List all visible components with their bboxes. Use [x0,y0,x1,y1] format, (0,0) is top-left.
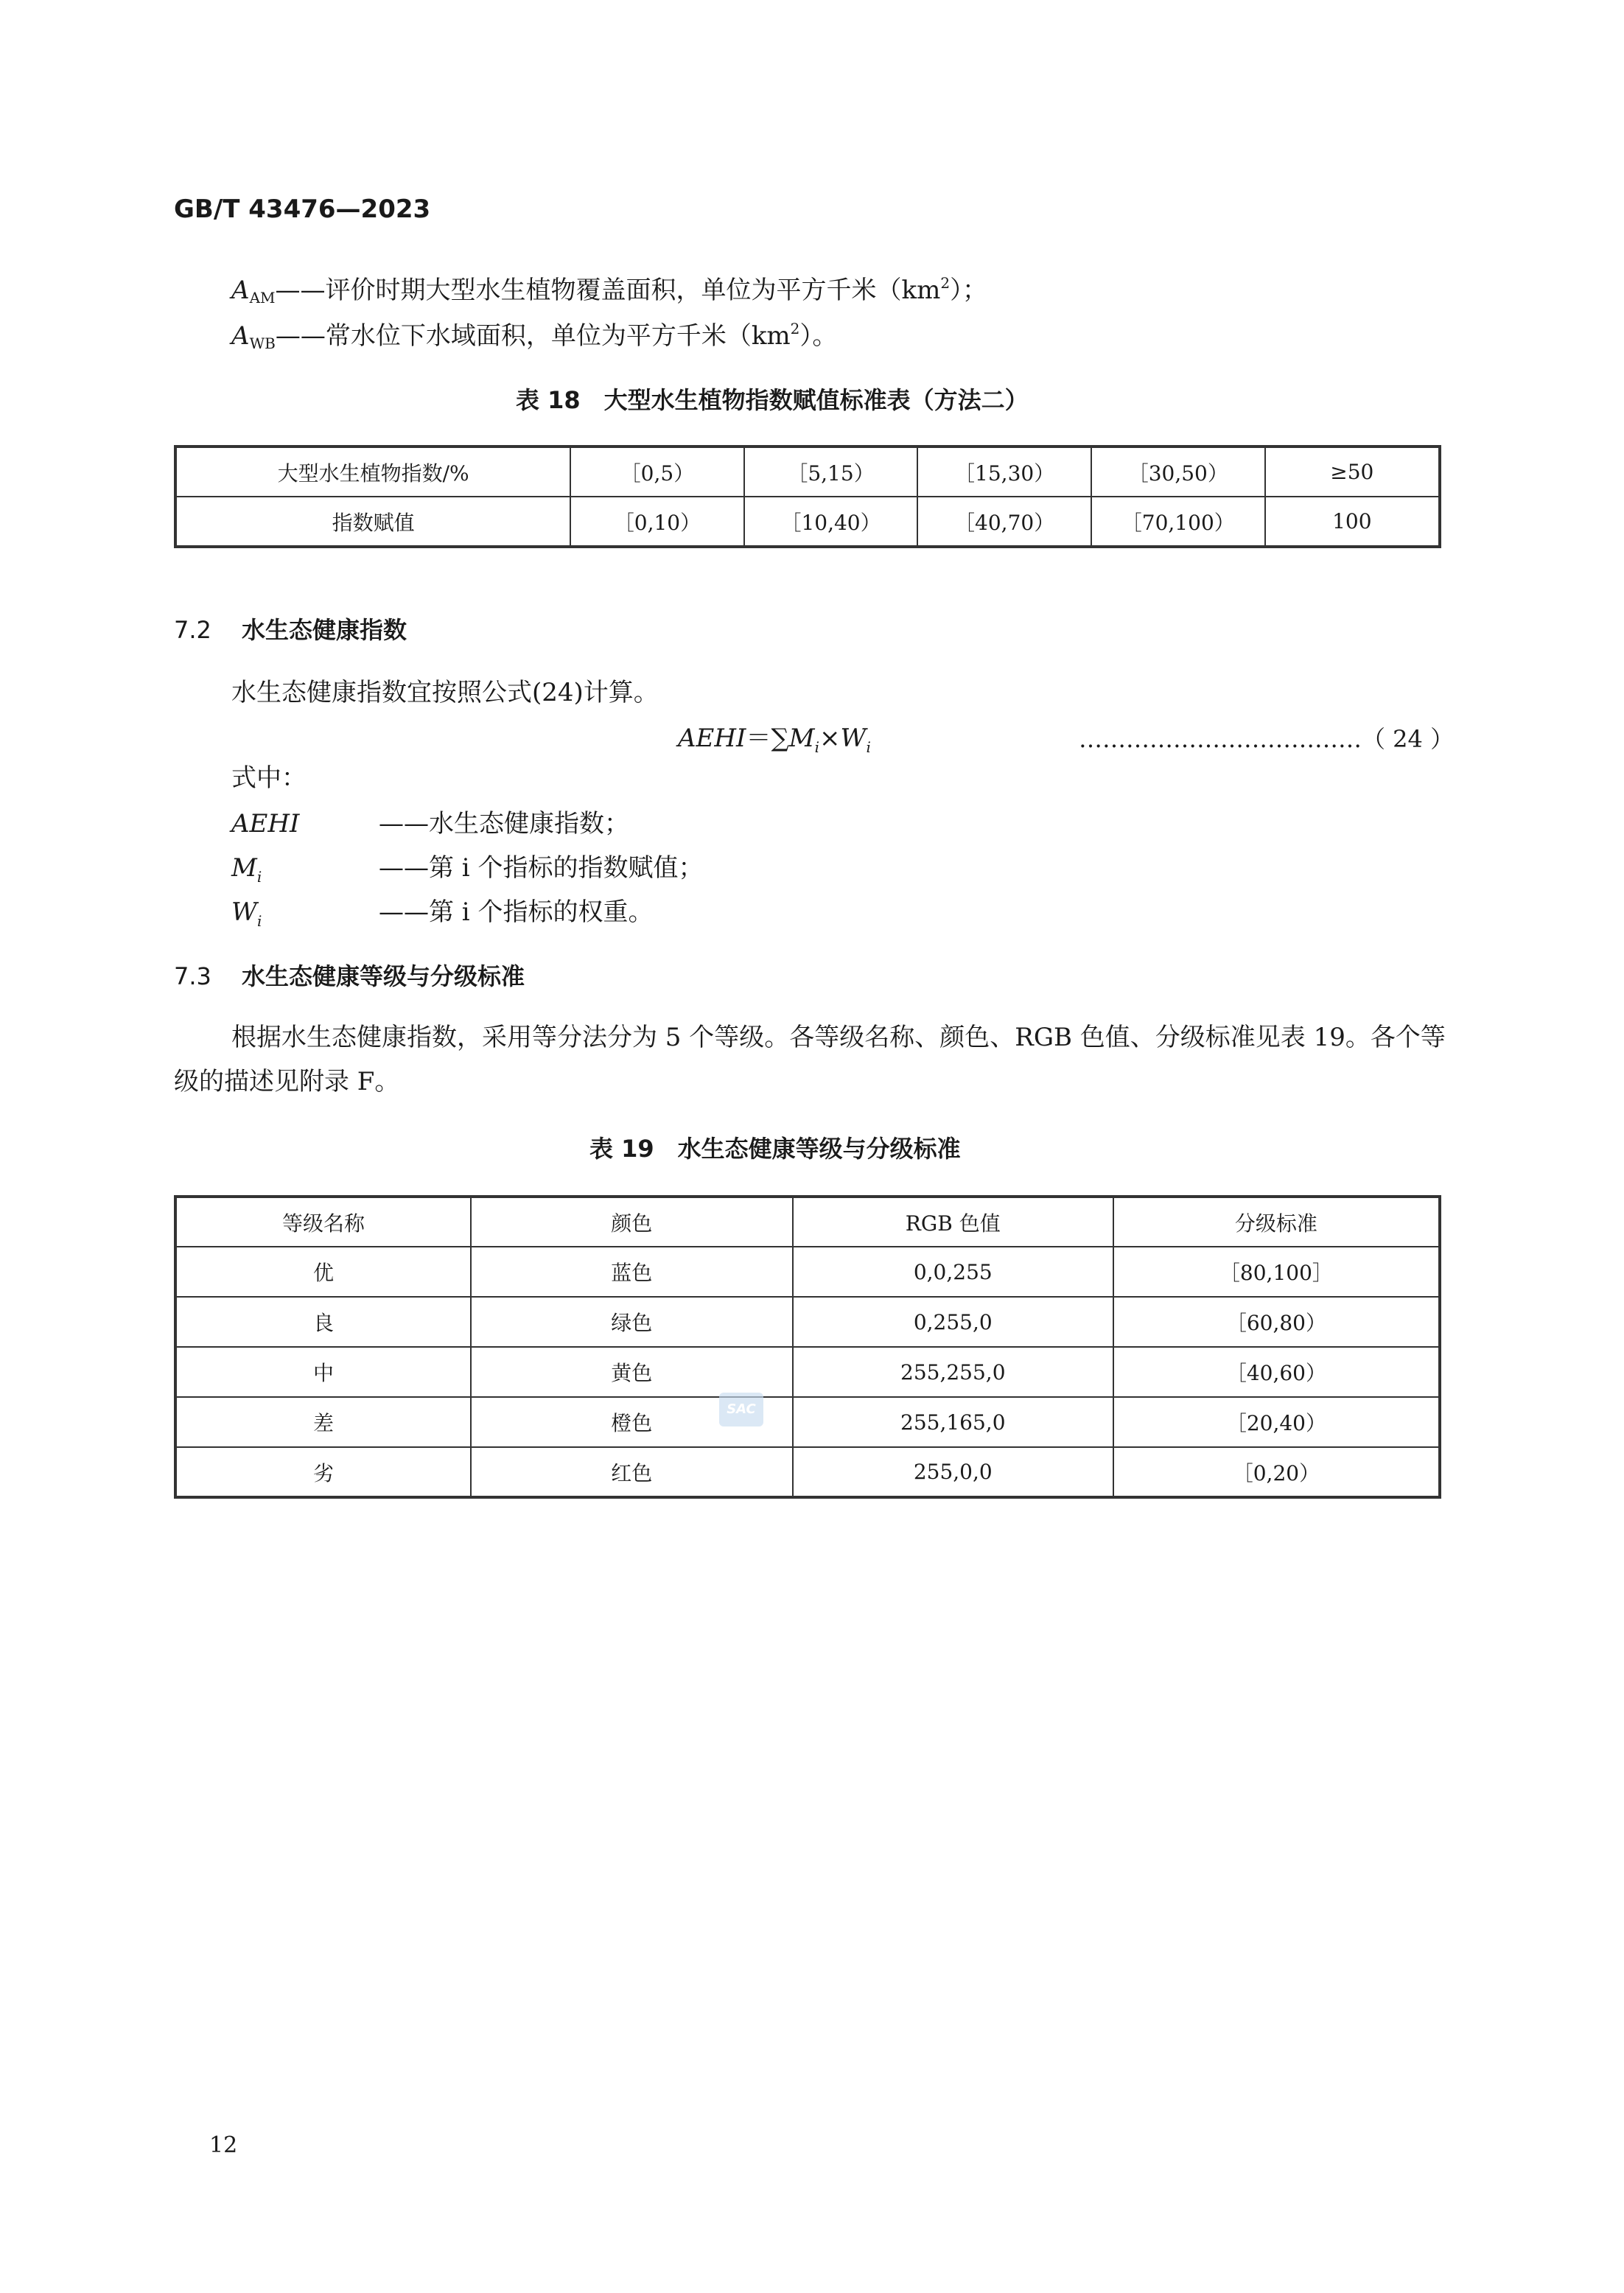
table-18 [174,445,1441,548]
table-cell: 绿色 [471,1297,793,1347]
table-cell: 指数赋值 [175,497,570,547]
formula-m: M [788,724,815,753]
definition-a-wb [231,315,837,352]
table-cell: 255,255,0 [793,1347,1113,1397]
formula-24 [678,718,871,756]
definition-symbol [231,809,379,839]
formula-w: W [840,724,867,753]
table-cell: 0,0,255 [793,1247,1113,1297]
definition-end: ）。 [799,321,838,351]
equation-number: ………………………………（ 24 ） [1079,725,1455,753]
definition-text: ——第 i 个指标的指数赋值； [379,853,704,883]
table-cell: 黄色 [471,1347,793,1397]
formula-lhs: AEHI [678,724,746,753]
section-7-2-intro: 水生态健康指数宜按照公式(24)计算。 [231,678,659,707]
symbol-a: A [231,276,250,305]
formula-eq-sum: ＝∑ [746,724,789,753]
symbol-text: W [231,897,257,927]
table-cell: 差 [175,1397,471,1447]
superscript: 2 [940,274,951,292]
table-19 [174,1195,1441,1499]
table-row [175,497,1440,547]
section-number: 7.2 [174,616,211,644]
section-title: 水生态健康等级与分级标准 [242,962,525,990]
table-cell: ［15,30） [917,447,1091,497]
table-cell: ［70,100） [1091,497,1265,547]
where-label: 式中： [231,763,307,793]
subscript-wb: WB [249,335,276,352]
table-cell: ［5,15） [744,447,918,497]
table-cell: ［80,100］ [1113,1247,1440,1297]
table-row [175,1247,1440,1297]
definition-symbol [231,897,379,930]
definition-text: ——评价时期大型水生植物覆盖面积，单位为平方千米（km [275,276,941,305]
table-row [175,447,1440,497]
table-cell: ［0,5） [570,447,744,497]
table-cell: 良 [175,1297,471,1347]
table-row [175,1347,1440,1397]
table-cell: ［60,80） [1113,1297,1440,1347]
table-cell: 大型水生植物指数/% [175,447,570,497]
section-7-2-heading [174,612,407,645]
standard-code: GB/T 43476—2023 [174,195,431,224]
table-cell: 红色 [471,1447,793,1497]
table-19-title: 表 19 水生态健康等级与分级标准 [589,1135,961,1163]
column-header: 分级标准 [1113,1197,1440,1247]
table-row [175,1447,1440,1497]
formula-times: × [819,724,841,753]
table-cell: ［40,60） [1113,1347,1440,1397]
table-cell: 橙色 [471,1397,793,1447]
subscript-am: AM [249,289,276,307]
section-number: 7.3 [174,962,211,990]
table-cell: 优 [175,1247,471,1297]
table-row [175,1297,1440,1347]
formula-sub-i: i [814,738,819,756]
section-7-3-paragraph: 根据水生态健康指数，采用等分法分为 5 个等级。各等级名称、颜色、RGB 色值、分级标准见表 19。各个等级的描述见附录 F。 [174,1023,1446,1096]
definition-mi [231,847,704,886]
table-cell: ［30,50） [1091,447,1265,497]
table-cell: ［0,10） [570,497,744,547]
table-cell: ［20,40） [1113,1397,1440,1447]
definition-symbol [231,853,379,886]
table-header-row [175,1197,1440,1247]
table-cell: ［10,40） [744,497,918,547]
column-header: RGB 色值 [793,1197,1113,1247]
table-cell: 中 [175,1347,471,1397]
definition-aehi [231,803,629,839]
table-cell: 0,255,0 [793,1297,1113,1347]
superscript: 2 [790,320,800,337]
table-cell: 100 [1265,497,1440,547]
symbol-text: AEHI [231,809,300,839]
column-header: 等级名称 [175,1197,471,1247]
sac-watermark-logo: SAC [719,1393,763,1426]
symbol-a: A [231,321,250,351]
definition-text: ——第 i 个指标的权重。 [379,897,654,927]
table-cell: ［0,20） [1113,1447,1440,1497]
definition-text: ——常水位下水域面积，单位为平方千米（km [275,321,791,351]
definition-a-am [231,270,987,307]
page-number: 12 [209,2132,238,2158]
table-cell: 255,0,0 [793,1447,1113,1497]
section-7-3-heading [174,958,525,992]
column-header: 颜色 [471,1197,793,1247]
symbol-subscript: i [256,911,262,930]
table-cell: 蓝色 [471,1247,793,1297]
table-cell: 255,165,0 [793,1397,1113,1447]
definition-end: ）； [950,276,988,305]
formula-sub-i: i [866,738,871,756]
symbol-text: M [231,853,257,883]
table-row [175,1397,1440,1447]
definition-text: ——水生态健康指数； [379,809,629,839]
table-cell: ≥50 [1265,447,1440,497]
definition-wi [231,892,654,930]
table-cell: 劣 [175,1447,471,1497]
section-title: 水生态健康指数 [242,616,407,644]
table-cell: ［40,70） [917,497,1091,547]
table-18-title: 表 18 大型水生植物指数赋值标准表（方法二） [516,386,1029,414]
symbol-subscript: i [256,867,262,886]
